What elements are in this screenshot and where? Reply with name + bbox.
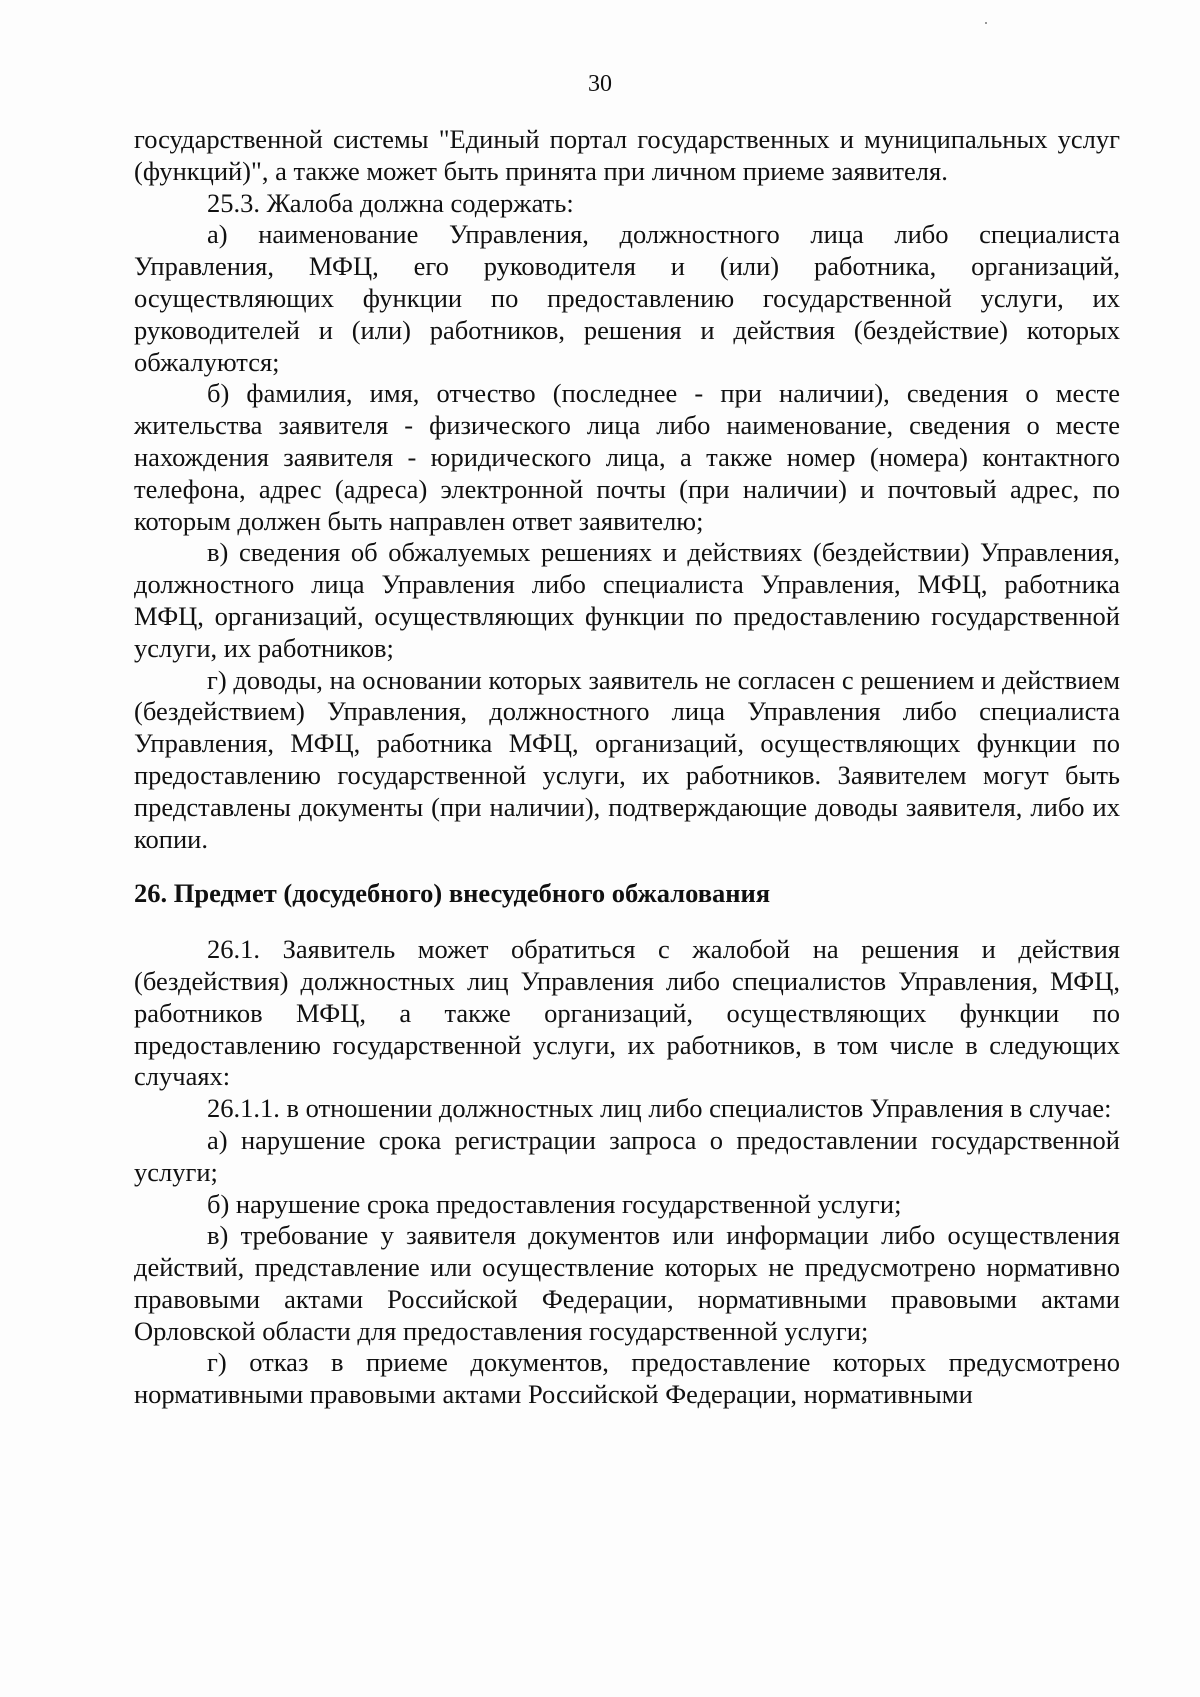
section-heading: 26. Предмет (досудебного) внесудебного обжалования — [134, 878, 771, 909]
paragraph-26-1-1: 26.1.1. в отношении должностных лиц либо специалистов Управления в случае: — [207, 1093, 1112, 1124]
paragraph-case-a: а) нарушение срока регистрации запроса о предоставлении государственной услуги; — [134, 1124, 1120, 1187]
document-body — [134, 124, 1120, 1411]
scan-speck — [985, 22, 987, 24]
paragraph-continuation: государственной системы "Единый портал государственных и муниципальных услуг (функций)", а также может быть принята при личном приеме заявителя. — [134, 124, 1120, 186]
paragraph-item-g: г) доводы, на основании которых заявитель не согласен с решением и действием (бездействием) Управления, должностного лица Управления либо специалиста Управления, МФЦ, работника МФЦ, организаций, осуществляющих функции по предоставлению государственной услуги, их работников. Заявителем могут быть представлены документы (при наличии), подтверждающие доводы заявителя, либо их копии. — [134, 664, 1120, 854]
paragraph-case-b: б) нарушение срока предоставления государственной услуги; — [207, 1188, 902, 1219]
page-number: 30 — [588, 71, 612, 97]
paragraph-item-a: а) наименование Управления, должностного лица либо специалиста Управления, МФЦ, его руководителя и (или) работника, организаций, осуществляющих функции по предоставлению государственной услуги, их руководителей и (или) работников, решения и действия (бездействие) которых обжалуются; — [134, 219, 1120, 377]
paragraph-25-3: 25.3. Жалоба должна содержать: — [207, 187, 574, 218]
paragraph-case-v: в) требование у заявителя документов или информации либо осуществления действий, представление или осуществление которых не предусмотрено нормативно правовыми актами Российской Федерации, нормативными правовыми актами Орловской области для предоставления государственной услуги; — [134, 1220, 1120, 1346]
paragraph-26-1: 26.1. Заявитель может обратиться с жалобой на решения и действия (бездействия) должностных лиц Управления либо специалистов Управления, МФЦ, работников МФЦ, а также организаций, осуществляющих функции по предоставлению государственной услуги, их работников, в том числе в следующих случаях: — [134, 934, 1120, 1092]
paragraph-item-v: в) сведения об обжалуемых решениях и действиях (бездействии) Управления, должностного лица Управления либо специалиста Управления, МФЦ, работника МФЦ, организаций, осуществляющих функции по предоставлению государственной услуги, их работников; — [134, 537, 1120, 663]
paragraph-case-g: г) отказ в приеме документов, предоставление которых предусмотрено нормативными правовыми актами Российской Федерации, нормативными — [134, 1347, 1120, 1410]
paragraph-item-b: б) фамилия, имя, отчество (последнее - при наличии), сведения о месте жительства заявителя - физического лица либо наименование, сведения о месте нахождения заявителя - юридического лица, а также номер (номера) контактного телефона, адрес (адреса) электронной почты (при наличии) и почтовый адрес, по которым должен быть направлен ответ заявителю; — [134, 378, 1120, 536]
